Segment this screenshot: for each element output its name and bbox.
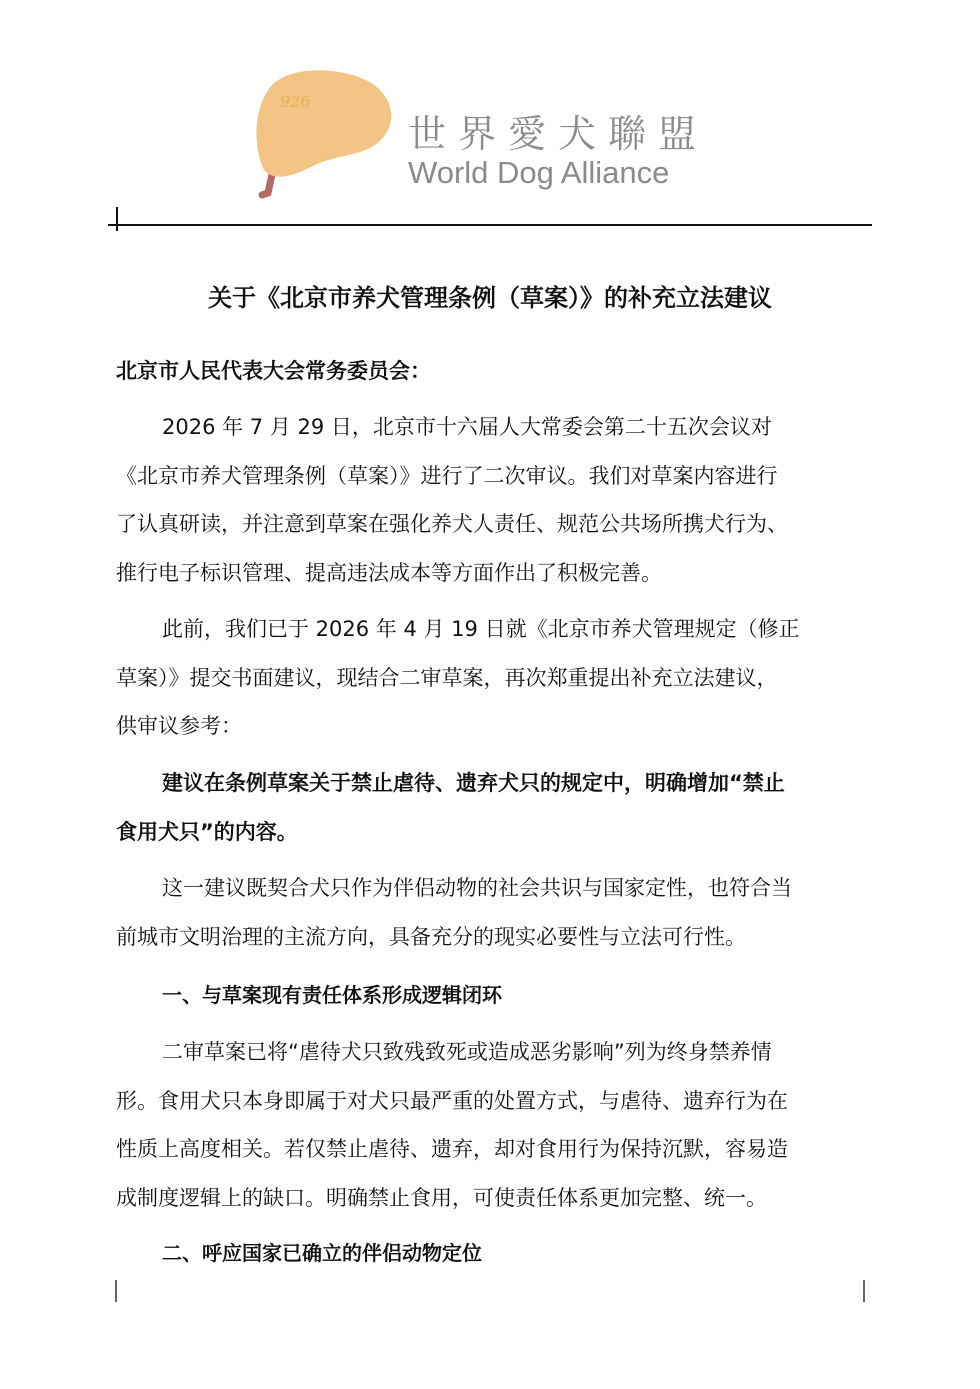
document-title: 关于《北京市养犬管理条例（草案）》的补充立法建议 [208, 284, 772, 312]
paragraph-background [116, 605, 876, 751]
paragraph-line: 推行电子标识管理、提高违法成本等方面作出了积极完善。 [116, 560, 662, 585]
flag-logo-icon [250, 65, 400, 200]
logo-name-en: World Dog Alliance [408, 155, 670, 190]
paragraph-line: 草案）》提交书面建议，现结合二审草案，再次郑重提出补充立法建议， [116, 665, 778, 690]
paragraph-line: 此前，我们已于 2026 年 4 月 19 日就《北京市养犬管理规定（修正 [162, 617, 800, 641]
paragraph-line: 2026 年 7 月 29 日，北京市十六届人大常委会第二十五次会议对 [162, 415, 772, 439]
paragraph-rationale [116, 864, 876, 961]
logo-mark-text: 926 [280, 92, 311, 111]
addressee: 北京市人民代表大会常务委员会： [116, 359, 431, 383]
paragraph-line: 食用犬只”的内容。 [116, 819, 298, 844]
paragraph-line: 建议在条例草案关于禁止虐待、遗弃犬只的规定中，明确增加“禁止 [162, 771, 785, 795]
paragraph-line: 性质上高度相关。若仅禁止虐待、遗弃，却对食用行为保持沉默，容易造 [116, 1137, 788, 1161]
organization-logo [250, 65, 710, 200]
header-tick-mark [116, 207, 118, 231]
paragraph-line: 形。食用犬只本身即属于对犬只最严重的处置方式，与虐待、遗弃行为在 [116, 1088, 788, 1113]
section-1-body [116, 1028, 876, 1222]
paragraph-proposal [116, 759, 876, 856]
page-corner-mark-right [863, 1280, 865, 1302]
paragraph-intro [116, 403, 876, 597]
section-heading-2: 二、呼应国家已确立的伴侣动物定位 [162, 1241, 482, 1265]
logo-name-cn: 世界愛犬聯盟 [408, 112, 709, 156]
page-corner-mark-left [115, 1280, 117, 1302]
paragraph-line: 二审草案已将“虐待犬只致残致死或造成恶劣影响”列为终身禁养情 [162, 1040, 772, 1064]
header-divider [108, 224, 872, 226]
paragraph-line: 前城市文明治理的主流方向，具备充分的现实必要性与立法可行性。 [116, 924, 746, 949]
paragraph-line: 了认真研读，并注意到草案在强化养犬人责任、规范公共场所携犬行为、 [116, 512, 788, 536]
section-heading-1: 一、与草案现有责任体系形成逻辑闭环 [162, 983, 502, 1007]
paragraph-line: 成制度逻辑上的缺口。明确禁止食用，可使责任体系更加完整、统一。 [116, 1185, 767, 1210]
paragraph-line: 供审议参考： [116, 714, 242, 738]
paragraph-line: 这一建议既契合犬只作为伴侣动物的社会共识与国家定性，也符合当 [162, 876, 792, 900]
paragraph-line: 《北京市养犬管理条例（草案）》进行了二次审议。我们对草案内容进行 [116, 463, 778, 488]
